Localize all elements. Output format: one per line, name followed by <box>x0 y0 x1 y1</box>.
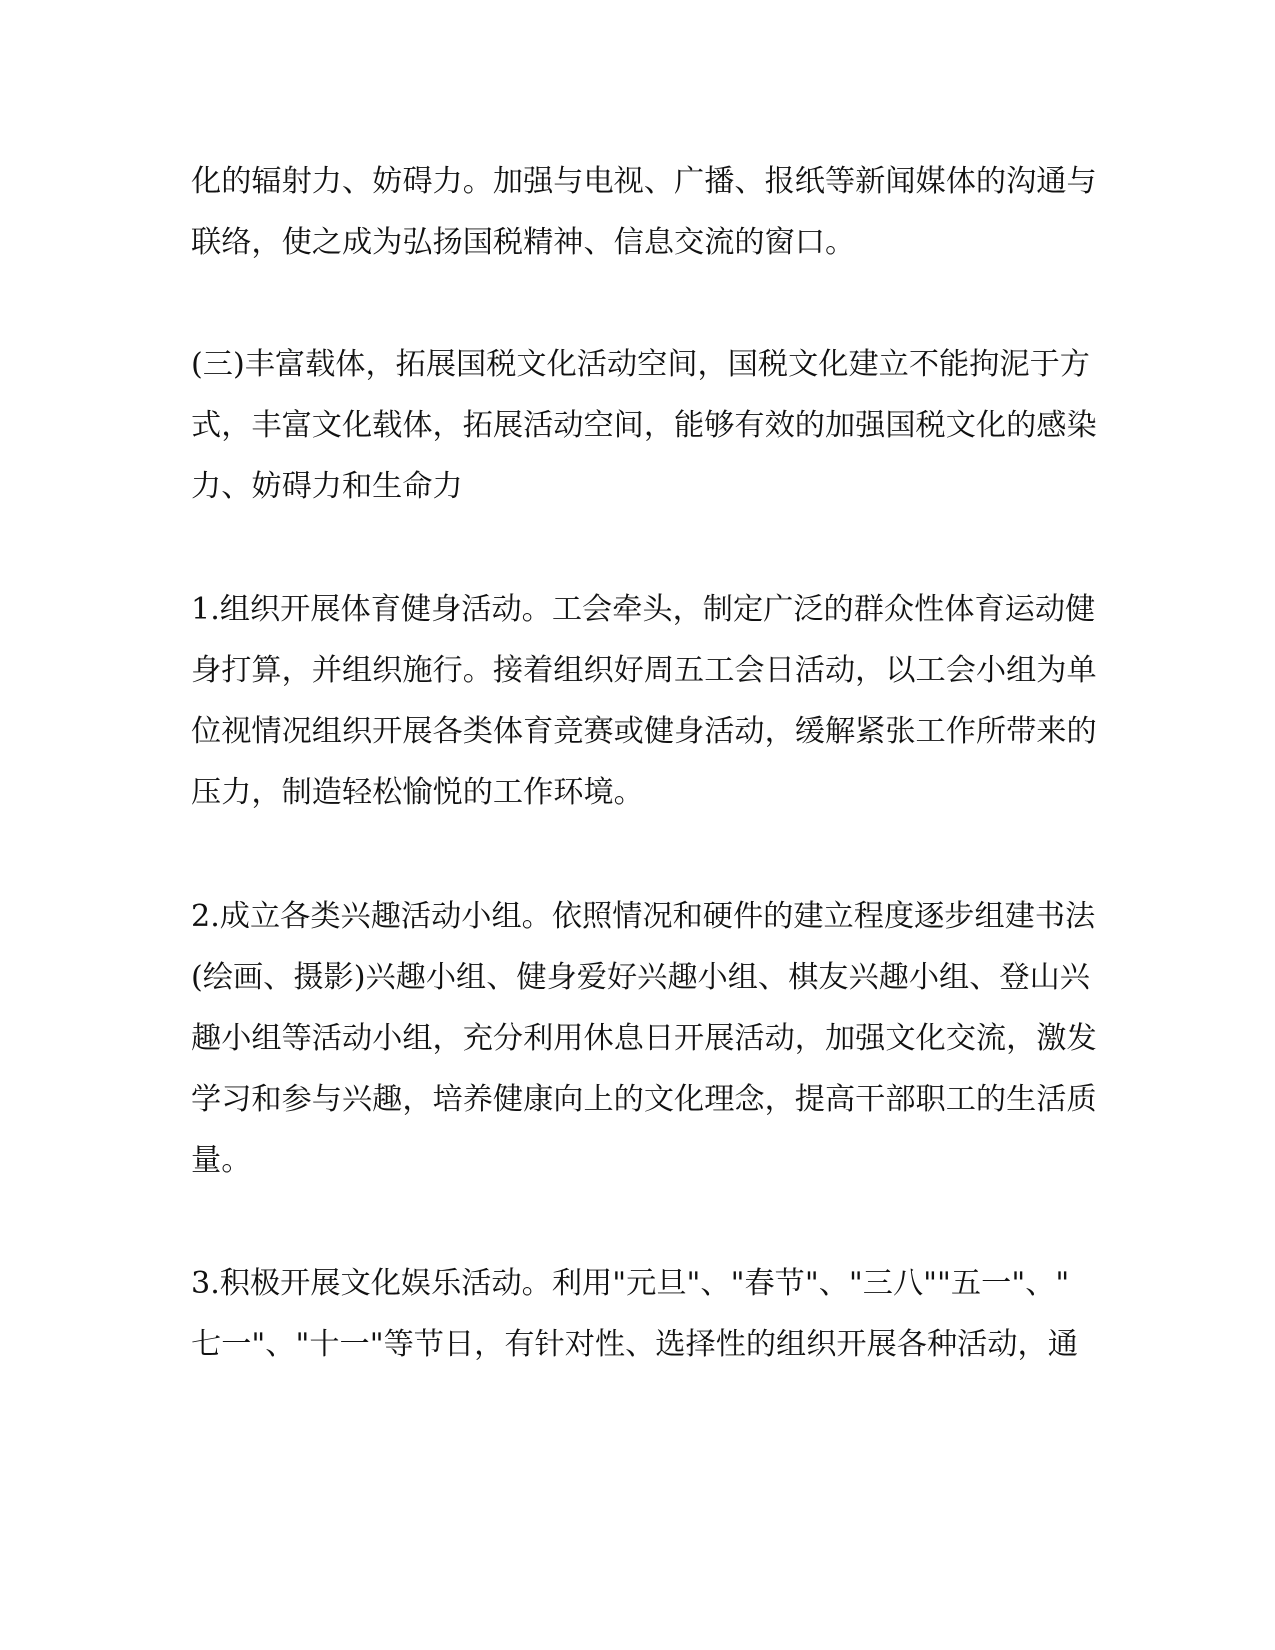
paragraph-line: 化的辐射力、妨碍力。加强与电视、广播、报纸等新闻媒体的沟通与 <box>191 164 1097 199</box>
paragraph-line: 联络，使之成为弘扬国税精神、信息交流的窗口。 <box>191 225 856 260</box>
paragraph-line: (绘画、摄影)兴趣小组、健身爱好兴趣小组、棋友兴趣小组、登山兴 <box>191 960 1090 995</box>
paragraph-line: 量。 <box>191 1143 252 1178</box>
paragraph-line: (三)丰富载体，拓展国税文化活动空间，国税文化建立不能拘泥于方 <box>191 347 1090 382</box>
paragraph-line: 力、妨碍力和生命力 <box>191 469 463 504</box>
paragraph-line: 七一"、"十一"等节日，有针对性、选择性的组织开展各种活动，通 <box>191 1327 1078 1362</box>
paragraph-line: 身打算，并组织施行。接着组织好周五工会日活动，以工会小组为单 <box>191 653 1097 688</box>
paragraph-line: 1.组织开展体育健身活动。工会牵头，制定广泛的群众性体育运动健 <box>191 592 1096 627</box>
paragraph-line: 趣小组等活动小组，充分利用休息日开展活动，加强文化交流，激发 <box>191 1021 1097 1056</box>
paragraph-line: 2.成立各类兴趣活动小组。依照情况和硬件的建立程度逐步组建书法 <box>191 899 1096 934</box>
paragraph-line: 学习和参与兴趣，培养健康向上的文化理念，提高干部职工的生活质 <box>191 1082 1097 1117</box>
paragraph-line: 压力，制造轻松愉悦的工作环境。 <box>191 775 644 810</box>
paragraph-line: 式，丰富文化载体，拓展活动空间，能够有效的加强国税文化的感染 <box>191 408 1097 443</box>
paragraph-line: 位视情况组织开展各类体育竞赛或健身活动，缓解紧张工作所带来的 <box>191 714 1097 749</box>
paragraph-line: 3.积极开展文化娱乐活动。利用"元旦"、"春节"、"三八""五一"、" <box>191 1266 1070 1301</box>
